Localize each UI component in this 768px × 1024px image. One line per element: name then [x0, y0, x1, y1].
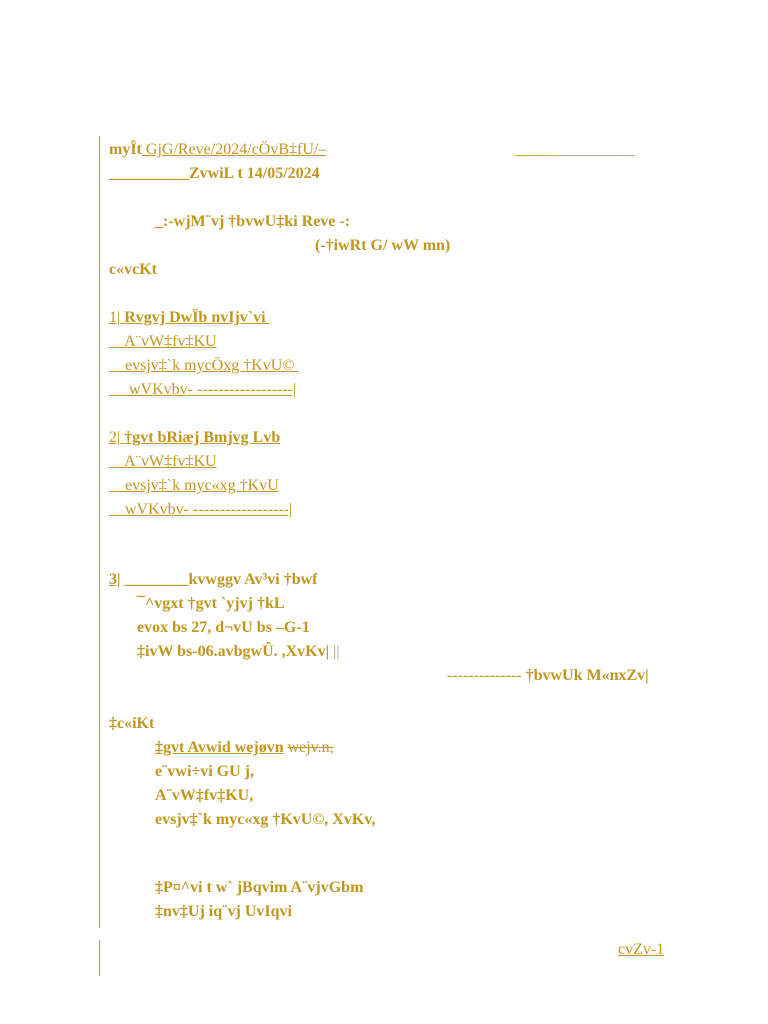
recipient-3-mark: ||	[333, 643, 340, 660]
left-margin-bar	[99, 136, 100, 928]
recipient-1-name: Rvgvj DwÏb nvIjv`vi	[124, 309, 266, 326]
recipient-3-heading	[109, 570, 318, 590]
recipient-2-line-2: evsjv‡`k myc«xg †KvU	[125, 477, 279, 494]
recipient-3-line-1: ¯^vgxt †gvt `yjvj †kL	[137, 595, 285, 612]
recipient-3-number: 3|	[109, 571, 121, 588]
recipient-3-line-3: ‡ivW bs-06.avbgwÛ. ,XvKv| ||	[137, 643, 340, 660]
recipient-2-name: †gvt bRiæj Bmjvg Lvb	[124, 429, 281, 446]
subject-line-2: (-†iwRt G/ wW mn)	[315, 237, 451, 254]
memo-blank: _______________	[515, 141, 635, 158]
notice-received-line	[447, 666, 649, 686]
sender-line-4: evsjv‡`k myc«xg †KvU©, XvKv,	[155, 811, 376, 828]
recipient-1-line-1: A¨vW‡fv‡KU	[124, 333, 217, 350]
recipient-2-line-3: wVKvbv- ------------------|	[125, 501, 293, 518]
addressee-label: c«vcKt	[109, 261, 157, 278]
sender-name: ‡gvt Avwid wejøvn	[155, 739, 284, 756]
sender-struck-text: wejv.n,	[287, 739, 334, 756]
recipient-3-line-2: evox bs 27, d¬vU bs –G-1	[137, 619, 310, 636]
recipient-1-line-2: evsjv‡`k mycÖxg †KvU©	[125, 357, 295, 374]
sender-line-1	[155, 738, 334, 758]
chamber-line-1: ‡P¤^vi t w` jBqvim A¨vjvGbm	[155, 879, 364, 896]
chamber-line-2: ‡nv‡Uj iq¨vj UvIqvi	[155, 903, 292, 920]
date-line: __________ZvwiL t 14/05/2024	[109, 165, 320, 182]
notice-dashes: --------------	[447, 667, 522, 684]
page-number: cvZv-1	[618, 941, 665, 958]
notice-received-text: †bvwUk M«nxZv|	[521, 667, 649, 684]
recipient-1-heading	[109, 308, 270, 328]
sender-line-2: e¨vwi÷vi GU j,	[155, 763, 254, 780]
recipient-2-line-1: A¨vW‡fv‡KU	[124, 453, 217, 470]
recipient-1-number: 1|	[109, 309, 121, 326]
memo-line	[109, 140, 326, 160]
recipient-1-line-3: wVKvbv- ------------------|	[129, 381, 297, 398]
memo-number: GjG/Reve/2024/cÖvB‡fU/–	[141, 141, 327, 158]
sender-label: ‡c«iKt	[109, 715, 155, 732]
subject-line-1: _:-wjM¨vj †bvwU‡ki Reve -:	[155, 213, 351, 230]
left-margin-bar-lower	[99, 940, 100, 976]
recipient-2-number: 2|	[109, 429, 121, 446]
sender-line-3: A¨vW‡fv‡KU,	[155, 787, 254, 804]
recipient-3-name: ________kvwggv Av³vi †bwf	[120, 571, 318, 588]
memo-prefix: myÎt	[109, 141, 142, 158]
recipient-2-heading	[109, 428, 280, 448]
